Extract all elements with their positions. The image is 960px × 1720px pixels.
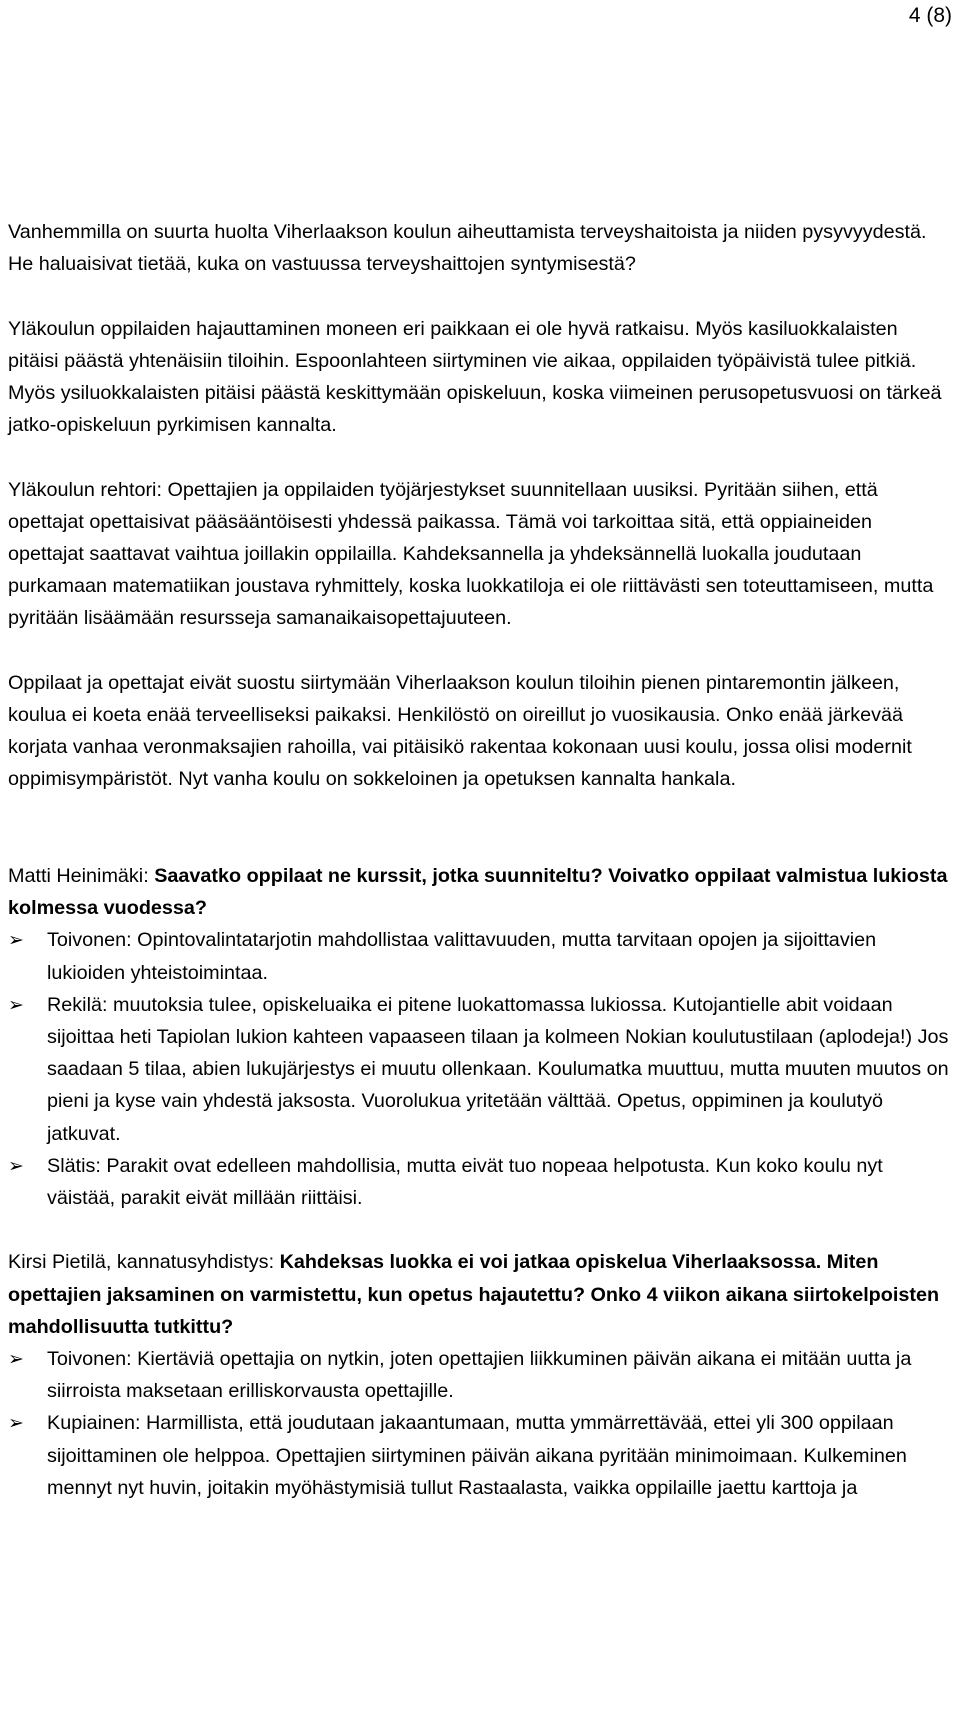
arrowhead-bullet-icon: ➢ (8, 1412, 24, 1435)
arrowhead-bullet-icon: ➢ (8, 929, 24, 952)
question-heinimaki (8, 860, 953, 924)
question-speaker: Kirsi Pietilä, kannatusyhdistys: (8, 1251, 280, 1274)
arrowhead-bullet-icon: ➢ (8, 1348, 24, 1371)
arrowhead-bullet-icon: ➢ (8, 1154, 24, 1177)
question-text: Saavatko oppilaat ne kurssit, jotka suunniteltu? Voivatko oppilaat valmistua lukiosta kolmessa vuodessa? (8, 865, 948, 920)
paragraph-lower-secondary: Yläkoulun oppilaiden hajauttaminen moneen eri paikkaan ei ole hyvä ratkaisu. Myös kasiluokkalaisten pitäisi päästä yhtenäisiin tiloihin. Espoonlahteen siirtyminen vie aikaa, oppilaiden työpäivistä tulee pitkiä. Myös ysiluokkalaisten pitäisi päästä keskittymään opiskeluun, koska viimeinen perusopetusvuosi on tärkeä jatko-opiskeluun pyrkimisen kannalta. (8, 317, 942, 437)
answer-item (8, 989, 953, 1150)
answer-text: Kupiainen: Harmillista, että joudutaan jakaantumaan, mutta ymmärrettävää, ettei yli 300 oppilaan sijoittaminen ole helppoa. Opettajien siirtyminen päivän aikana pyritään minimoimaan. Kulkeminen mennyt nyt huvin, joitakin myöhästymisiä tullut Rastaalasta, vaikka oppilaille jaettu karttoja ja (47, 1412, 907, 1499)
answer-item (8, 924, 953, 988)
question-pietila (8, 1246, 953, 1343)
paragraph-principal: Yläkoulun rehtori: Opettajien ja oppilaiden työjärjestykset suunnitellaan uusiksi. Pyritään siihen, että opettajat opettaisivat pääsääntöisesti yhdessä paikassa. Tämä voi tarkoittaa sitä, että oppiaineiden opettajat saattavat vaihtua joillakin oppilailla. Kahdeksannella ja yhdeksännellä luokalla joudutaan purkamaan matematiikan joustava ryhmittely, koska luokkatiloja ei ole riittävästi sen toteuttamiseen, mutta pyritään lisäämään resursseja samanaikaisopettajuuteen. (8, 478, 934, 630)
page-number: 4 (8) (908, 4, 952, 27)
answer-text: Toivonen: Opintovalintatarjotin mahdollistaa valittavuuden, mutta tarvitaan opojen ja sijoittavien lukioiden yhteistoimintaa. (47, 929, 877, 984)
answer-item (8, 1407, 953, 1504)
question-speaker: Matti Heinimäki: (8, 865, 155, 887)
answer-list (8, 924, 953, 1214)
answer-text: Toivonen: Kiertäviä opettajia on nytkin, joten opettajien liikkuminen päivän aikana ei mitään uutta ja siirroista maksetaan erilliskorvausta opettajille. (47, 1348, 912, 1403)
arrowhead-bullet-icon: ➢ (8, 993, 24, 1016)
paragraph-pupils-teachers: Oppilaat ja opettajat eivät suostu siirtymään Viherlaakson koulun tiloihin pienen pintaremontin jälkeen, koulua ei koeta enää terveelliseksi paikaksi. Henkilöstö on oireillut jo vuosikausia. Onko enää järkevää korjata vanhaa veronmaksajien rahoilla, vai pitäisikö rakentaa kokonaan uusi koulu, jossa olisi modernit oppimisympäristöt. Nyt vanha koulu on sokkeloinen ja opetuksen kannalta hankala. (8, 671, 912, 791)
question-text: Kahdeksas luokka ei voi jatkaa opiskelua Viherlaaksossa. Miten opettajien jaksaminen on varmistettu, kun opetus hajautettu? Onko 4 viikon aikana siirtokelpoisten mahdollisuutta tutkittu? (8, 1251, 940, 1338)
answer-text: Slätis: Parakit ovat edelleen mahdollisia, mutta eivät tuo nopeaa helpotusta. Kun koko koulu nyt väistää, parakit eivät millään riittäisi. (47, 1154, 883, 1210)
document-body (8, 216, 953, 1504)
paragraph-parents-concern: Vanhemmilla on suurta huolta Viherlaakson koulun aiheuttamista terveyshaitoista ja niiden pysyvyydestä. He haluaisivat tietää, kuka on vastuussa terveyshaittojen syntymisestä? (8, 221, 927, 276)
answer-item (8, 1150, 953, 1214)
answer-text: Rekilä: muutoksia tulee, opiskeluaika ei pitene luokattomassa lukiossa. Kutojantielle abit voidaan sijoittaa heti Tapiolan lukion kahteen vapaaseen tilaan ja kolmeen Nokian koulutustilaan (aplodeja!) Jos saadaan 5 tilaa, abien lukujärjestys ei muutu ollenkaan. Koulumatka muuttuu, mutta muuten muutos on pieni ja kyse vain yhdestä jaksosta. Vuorolukua yritetään välttää. Opetus, oppiminen ja koulutyö jatkuvat. (47, 993, 949, 1145)
answer-list (8, 1343, 953, 1504)
answer-item (8, 1343, 953, 1407)
